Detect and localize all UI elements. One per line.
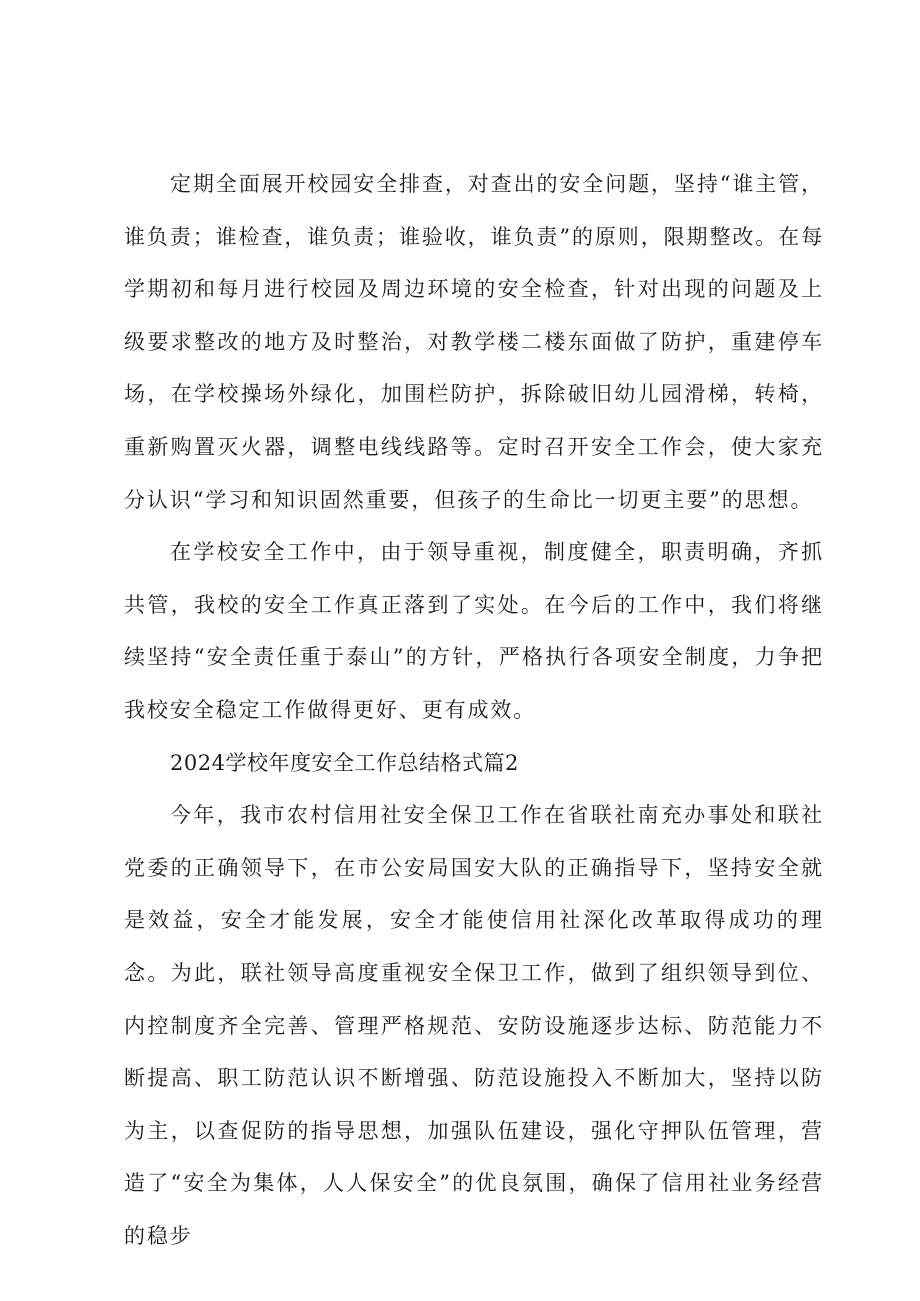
- document-page: [124, 158, 824, 1262]
- body-paragraph-1: 定期全面展开校园安全排查，对查出的安全问题，坚持“谁主管，谁负责；谁检查，谁负责；谁验收，谁负责”的原则，限期整改。在每学期初和每月进行校园及周边环境的安全检查，针对出现的问题及上级要求整改的地方及时整治，对教学楼二楼东面做了防护，重建停车场，在学校操场外绿化，加围栏防护，拆除破旧幼儿园滑梯，转椅，重新购置灭火器，调整电线线路等。定时召开安全工作会，使大家充分认识“学习和知识固然重要，但孩子的生命比一切更主要”的思想。: [124, 172, 824, 512]
- body-paragraph-3: 今年，我市农村信用社安全保卫工作在省联社南充办事处和联社党委的正确领导下，在市公安局国安大队的正确指导下，坚持安全就是效益，安全才能发展，安全才能使信用社深化改革取得成功的理念。为此，联社领导高度重视安全保卫工作，做到了组织领导到位、内控制度齐全完善、管理严格规范、安防设施逐步达标、防范能力不断提高、职工防范认识不断增强、防范设施投入不断加大，坚持以防为主，以查促防的指导思想，加强队伍建设，强化守押队伍管理，营造了“安全为集体，人人保安全”的优良氛围，确保了信用社业务经营的稳步: [124, 803, 824, 1248]
- section-title: 2024学校年度安全工作总结格式篇2: [170, 750, 519, 775]
- body-paragraph-2: 在学校安全工作中，由于领导重视，制度健全，职责明确，齐抓共管，我校的安全工作真正落到了实处。在今后的工作中，我们将继续坚持“安全责任重于泰山”的方针，严格执行各项安全制度，力争把我校安全稳定工作做得更好、更有成效。: [124, 540, 824, 722]
